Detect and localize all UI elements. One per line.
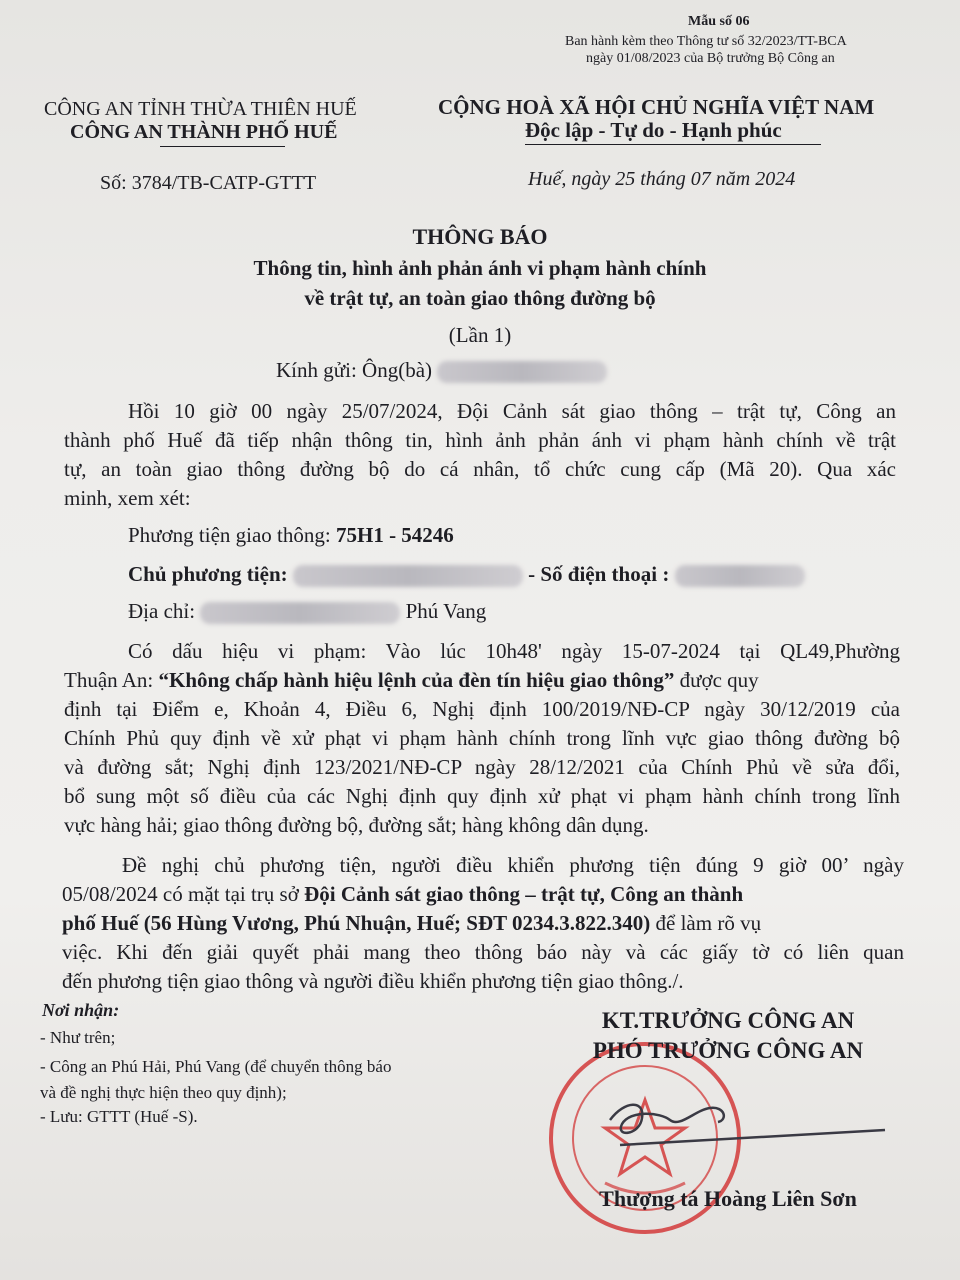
notice-times: (Lần 1)	[448, 323, 512, 347]
request-line-3	[62, 909, 761, 938]
address-district: Phú Vang	[405, 599, 487, 623]
agency-underline	[160, 146, 285, 147]
intro-line-1: Hồi 10 giờ 00 ngày 25/07/2024, Đội Cảnh sát giao thông – trật tự, Công an	[128, 399, 896, 423]
violation-location: Thuận An:	[64, 668, 159, 692]
handwritten-signature-icon	[600, 1090, 890, 1160]
request-office-address: phố Huế (56 Hùng Vương, Phú Nhuận, Huế; SĐT 0234.3.822.340)	[62, 911, 651, 935]
request-line-5: đến phương tiện giao thông và người điều khiển phương tiện giao thông./.	[62, 969, 684, 993]
notice-title: THÔNG BÁO	[412, 224, 548, 249]
owner-label: Chủ phương tiện:	[128, 562, 288, 586]
request-date: 05/08/2024 có mặt tại trụ sở	[62, 882, 305, 906]
vehicle-plate: 75H1 - 54246	[335, 523, 454, 547]
violation-offense: “Không chấp hành hiệu lệnh của đèn tín hiệu giao thông”	[158, 668, 675, 692]
redacted-owner-name	[293, 565, 523, 587]
owner-line	[128, 560, 805, 589]
recipient-line	[276, 358, 607, 383]
recipient-item-4: - Lưu: GTTT (Huế -S).	[40, 1107, 198, 1126]
redacted-recipient-name	[437, 361, 607, 383]
document-number-label: Số:	[100, 172, 127, 194]
redacted-phone-number	[675, 565, 805, 587]
form-legal-date: ngày 01/08/2023 của Bộ trưởng Bộ Công an	[586, 51, 835, 66]
violation-line-2	[64, 666, 759, 695]
vehicle-label: Phương tiện giao thông:	[128, 523, 331, 547]
violation-line-5: và đường sắt; Nghị định 123/2021/NĐ-CP ngày 28/12/2021 của Chính Phủ về sửa đổi,	[64, 755, 900, 779]
issue-date: Huế, ngày 25 tháng 07 năm 2024	[528, 168, 796, 190]
recipient-item-1: - Như trên;	[40, 1028, 116, 1047]
request-office: Đội Cảnh sát giao thông – trật tự, Công an thành	[304, 882, 744, 906]
violation-line-1: Có dấu hiệu vi phạm: Vào lúc 10h48' ngày 15-07-2024 tại QL49,Phường	[128, 639, 900, 663]
document-number-value: 3784/TB-CATP-GTTT	[131, 172, 317, 194]
request-line-2	[62, 880, 743, 909]
notice-subtitle-2: về trật tự, an toàn giao thông đường bộ	[304, 286, 656, 310]
phone-label: - Số điện thoại :	[528, 562, 670, 586]
request-line-4: việc. Khi đến giải quyết phải mang theo thông báo này và các giấy tờ có liên quan	[62, 940, 904, 964]
document-number	[100, 172, 316, 195]
nation-motto: Độc lập - Tự do - Hạnh phúc	[525, 118, 782, 142]
violation-line-7: vực hàng hải; giao thông đường bộ, đường sắt; hàng không dân dụng.	[64, 813, 649, 837]
redacted-address	[200, 602, 400, 624]
vehicle-line	[128, 521, 454, 550]
recipient-item-3: và đề nghị thực hiện theo quy định);	[40, 1083, 287, 1102]
intro-line-3: tự, an toàn giao thông đường bộ do cá nhân, tổ chức cung cấp (Mã 20). Qua xác	[64, 457, 896, 481]
request-line-1: Đề nghị chủ phương tiện, người điều khiển phương tiện đúng 9 giờ 00’ ngày	[122, 853, 904, 877]
parent-agency: CÔNG AN TỈNH THỪA THIÊN HUẾ	[44, 98, 357, 120]
violation-line-4: Chính Phủ quy định về xử phạt vi phạm hành chính trong lĩnh vực giao thông đường bộ	[64, 726, 900, 750]
notice-subtitle-1: Thông tin, hình ảnh phản ánh vi phạm hành chính	[253, 256, 707, 280]
intro-line-2: thành phố Huế đã tiếp nhận thông tin, hình ảnh phản ánh vi phạm hành chính về trật	[64, 428, 896, 452]
nation-name: CỘNG HOÀ XÃ HỘI CHỦ NGHĨA VIỆT NAM	[438, 95, 875, 119]
intro-line-4: minh, xem xét:	[64, 486, 191, 510]
violation-line-3: định tại Điểm e, Khoản 4, Điều 6, Nghị định 100/2019/NĐ-CP ngày 30/12/2019 của	[64, 697, 900, 721]
recipient-label: Kính gửi: Ông(bà)	[276, 358, 433, 382]
signature-title-1: KT.TRƯỞNG CÔNG AN	[601, 1008, 855, 1033]
recipients-title: Nơi nhận:	[42, 1000, 120, 1020]
recipient-item-2: - Công an Phú Hải, Phú Vang (để chuyển thông báo	[40, 1057, 392, 1076]
address-line	[128, 597, 486, 626]
violation-cont: được quy	[674, 668, 759, 692]
agency-name: CÔNG AN THÀNH PHỐ HUẾ	[70, 121, 338, 143]
form-legal-basis: Ban hành kèm theo Thông tư số 32/2023/TT-BCA	[565, 34, 847, 49]
form-number: Mẫu số 06	[688, 14, 750, 29]
motto-underline	[525, 144, 821, 145]
violation-line-6: bổ sung một số điều của các Nghị định quy định xử phạt vi phạm hành chính trong lĩnh	[64, 784, 900, 808]
address-label: Địa chỉ:	[128, 599, 196, 623]
signer-name: Thượng tá Hoàng Liên Sơn	[599, 1186, 857, 1211]
request-purpose: để làm rõ vụ	[650, 911, 762, 935]
signature-title-2: PHÓ TRƯỞNG CÔNG AN	[592, 1038, 864, 1063]
